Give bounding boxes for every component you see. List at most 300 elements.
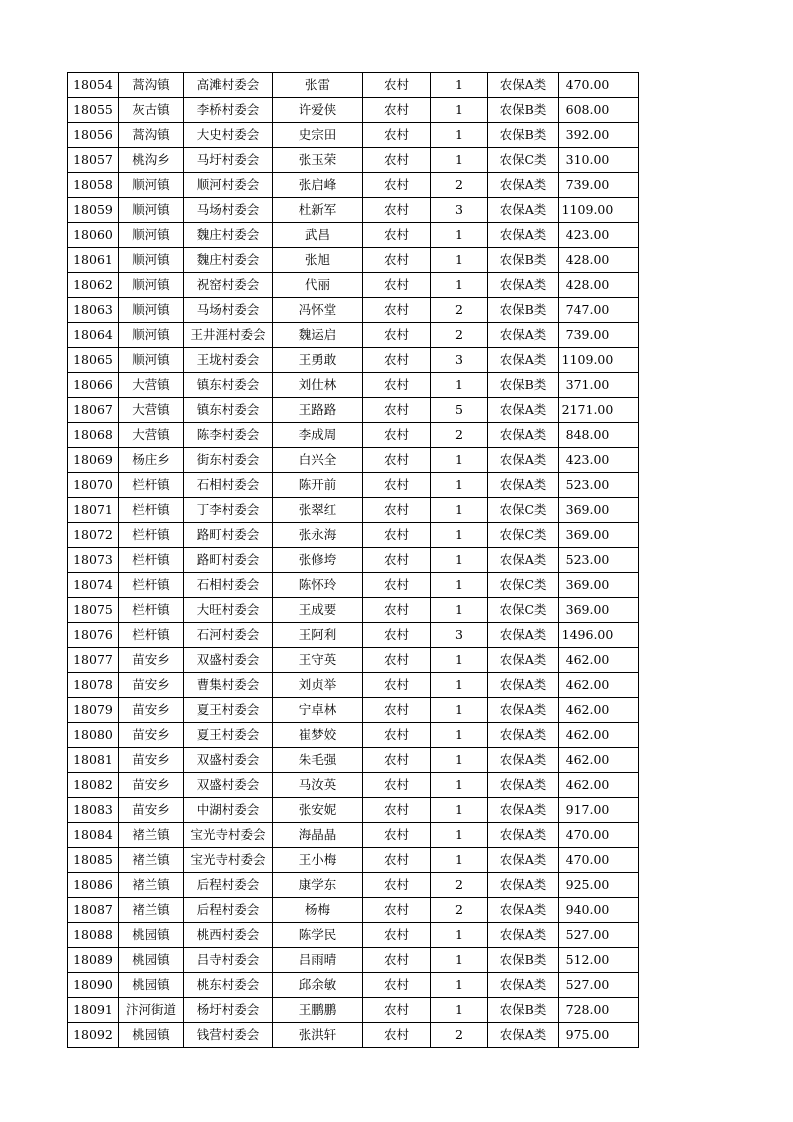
cell-id: 18065	[68, 348, 119, 373]
cell-town: 顺河镇	[119, 173, 184, 198]
cell-village: 石相村委会	[184, 473, 273, 498]
cell-id: 18077	[68, 648, 119, 673]
table-row	[68, 323, 639, 348]
cell-count: 1	[431, 998, 488, 1023]
cell-town: 栏杆镇	[119, 548, 184, 573]
cell-count: 3	[431, 623, 488, 648]
cell-count: 1	[431, 498, 488, 523]
cell-village: 顺河村委会	[184, 173, 273, 198]
cell-id: 18061	[68, 248, 119, 273]
cell-count: 1	[431, 598, 488, 623]
cell-name: 魏运启	[273, 323, 363, 348]
cell-type: 农保A类	[488, 673, 559, 698]
cell-type: 农保C类	[488, 598, 559, 623]
cell-area: 农村	[363, 698, 431, 723]
cell-id: 18080	[68, 723, 119, 748]
table-row	[68, 973, 639, 998]
cell-town: 杨庄乡	[119, 448, 184, 473]
cell-count: 3	[431, 198, 488, 223]
cell-id: 18057	[68, 148, 119, 173]
cell-area: 农村	[363, 598, 431, 623]
cell-type: 农保C类	[488, 573, 559, 598]
cell-name: 王勇敢	[273, 348, 363, 373]
cell-village: 吕寺村委会	[184, 948, 273, 973]
cell-amount: 310.00	[559, 148, 639, 173]
cell-type: 农保B类	[488, 248, 559, 273]
cell-village: 丁李村委会	[184, 498, 273, 523]
cell-village: 大旺村委会	[184, 598, 273, 623]
cell-id: 18054	[68, 73, 119, 98]
cell-area: 农村	[363, 673, 431, 698]
cell-area: 农村	[363, 173, 431, 198]
cell-amount: 608.00	[559, 98, 639, 123]
table-row	[68, 923, 639, 948]
cell-type: 农保A类	[488, 773, 559, 798]
cell-id: 18068	[68, 423, 119, 448]
cell-village: 大史村委会	[184, 123, 273, 148]
cell-town: 灰古镇	[119, 98, 184, 123]
cell-count: 1	[431, 548, 488, 573]
cell-village: 夏王村委会	[184, 723, 273, 748]
cell-count: 1	[431, 148, 488, 173]
cell-amount: 940.00	[559, 898, 639, 923]
cell-area: 农村	[363, 898, 431, 923]
cell-area: 农村	[363, 648, 431, 673]
cell-town: 栏杆镇	[119, 498, 184, 523]
cell-type: 农保A类	[488, 448, 559, 473]
cell-name: 张启峰	[273, 173, 363, 198]
cell-amount: 527.00	[559, 923, 639, 948]
table-row	[68, 398, 639, 423]
cell-village: 魏庄村委会	[184, 248, 273, 273]
cell-name: 康学东	[273, 873, 363, 898]
cell-id: 18075	[68, 598, 119, 623]
cell-amount: 423.00	[559, 223, 639, 248]
cell-amount: 462.00	[559, 773, 639, 798]
cell-count: 1	[431, 448, 488, 473]
cell-id: 18063	[68, 298, 119, 323]
cell-name: 陈学民	[273, 923, 363, 948]
cell-count: 1	[431, 723, 488, 748]
cell-town: 顺河镇	[119, 348, 184, 373]
cell-type: 农保A类	[488, 473, 559, 498]
cell-type: 农保A类	[488, 348, 559, 373]
cell-town: 桃园镇	[119, 973, 184, 998]
cell-name: 张洪轩	[273, 1023, 363, 1048]
table-row	[68, 898, 639, 923]
cell-id: 18058	[68, 173, 119, 198]
cell-name: 张永海	[273, 523, 363, 548]
cell-id: 18067	[68, 398, 119, 423]
table-row	[68, 698, 639, 723]
cell-count: 2	[431, 298, 488, 323]
cell-town: 栏杆镇	[119, 573, 184, 598]
cell-id: 18089	[68, 948, 119, 973]
cell-name: 王成要	[273, 598, 363, 623]
cell-amount: 462.00	[559, 648, 639, 673]
cell-id: 18060	[68, 223, 119, 248]
cell-count: 1	[431, 798, 488, 823]
table-row	[68, 948, 639, 973]
cell-type: 农保A类	[488, 748, 559, 773]
cell-type: 农保A类	[488, 323, 559, 348]
cell-type: 农保B类	[488, 373, 559, 398]
cell-village: 王井涯村委会	[184, 323, 273, 348]
cell-town: 褚兰镇	[119, 898, 184, 923]
table-row	[68, 873, 639, 898]
table-row	[68, 98, 639, 123]
cell-name: 杨梅	[273, 898, 363, 923]
cell-town: 褚兰镇	[119, 823, 184, 848]
cell-village: 双盛村委会	[184, 648, 273, 673]
cell-amount: 739.00	[559, 173, 639, 198]
cell-type: 农保A类	[488, 173, 559, 198]
cell-type: 农保A类	[488, 823, 559, 848]
cell-area: 农村	[363, 873, 431, 898]
cell-id: 18071	[68, 498, 119, 523]
cell-area: 农村	[363, 823, 431, 848]
cell-type: 农保A类	[488, 623, 559, 648]
cell-count: 1	[431, 973, 488, 998]
table-row	[68, 848, 639, 873]
cell-amount: 462.00	[559, 748, 639, 773]
table-row	[68, 198, 639, 223]
cell-area: 农村	[363, 623, 431, 648]
cell-id: 18064	[68, 323, 119, 348]
cell-count: 1	[431, 123, 488, 148]
cell-type: 农保A类	[488, 73, 559, 98]
table-row	[68, 373, 639, 398]
cell-village: 中湖村委会	[184, 798, 273, 823]
table-body	[68, 73, 639, 1048]
cell-type: 农保A类	[488, 698, 559, 723]
cell-town: 蒿沟镇	[119, 73, 184, 98]
cell-name: 王鹏鹏	[273, 998, 363, 1023]
cell-town: 桃园镇	[119, 923, 184, 948]
cell-id: 18090	[68, 973, 119, 998]
cell-town: 栏杆镇	[119, 523, 184, 548]
cell-area: 农村	[363, 848, 431, 873]
cell-name: 冯怀堂	[273, 298, 363, 323]
cell-area: 农村	[363, 973, 431, 998]
table-row	[68, 723, 639, 748]
cell-amount: 512.00	[559, 948, 639, 973]
cell-name: 张玉荣	[273, 148, 363, 173]
cell-village: 镇东村委会	[184, 398, 273, 423]
cell-type: 农保A类	[488, 973, 559, 998]
cell-count: 1	[431, 698, 488, 723]
cell-amount: 527.00	[559, 973, 639, 998]
cell-area: 农村	[363, 948, 431, 973]
cell-amount: 428.00	[559, 273, 639, 298]
cell-village: 桃东村委会	[184, 973, 273, 998]
table-row	[68, 823, 639, 848]
table-row	[68, 448, 639, 473]
cell-village: 路町村委会	[184, 548, 273, 573]
cell-area: 农村	[363, 323, 431, 348]
cell-village: 马圩村委会	[184, 148, 273, 173]
cell-name: 刘仕林	[273, 373, 363, 398]
cell-count: 1	[431, 948, 488, 973]
cell-id: 18088	[68, 923, 119, 948]
cell-town: 栏杆镇	[119, 623, 184, 648]
table-row	[68, 173, 639, 198]
cell-count: 3	[431, 348, 488, 373]
cell-village: 曹集村委会	[184, 673, 273, 698]
cell-area: 农村	[363, 1023, 431, 1048]
cell-id: 18085	[68, 848, 119, 873]
table-row	[68, 573, 639, 598]
cell-amount: 925.00	[559, 873, 639, 898]
cell-area: 农村	[363, 373, 431, 398]
cell-id: 18072	[68, 523, 119, 548]
cell-amount: 462.00	[559, 673, 639, 698]
cell-name: 王守英	[273, 648, 363, 673]
cell-town: 苗安乡	[119, 748, 184, 773]
cell-village: 马场村委会	[184, 298, 273, 323]
cell-type: 农保B类	[488, 98, 559, 123]
cell-name: 崔梦姣	[273, 723, 363, 748]
cell-town: 苗安乡	[119, 773, 184, 798]
cell-count: 2	[431, 873, 488, 898]
cell-village: 路町村委会	[184, 523, 273, 548]
cell-amount: 369.00	[559, 498, 639, 523]
cell-town: 汴河街道	[119, 998, 184, 1023]
cell-id: 18069	[68, 448, 119, 473]
table-row	[68, 798, 639, 823]
cell-type: 农保B类	[488, 298, 559, 323]
cell-count: 2	[431, 1023, 488, 1048]
cell-type: 农保A类	[488, 273, 559, 298]
cell-id: 18070	[68, 473, 119, 498]
cell-area: 农村	[363, 523, 431, 548]
data-table	[67, 72, 639, 1048]
cell-count: 2	[431, 423, 488, 448]
cell-amount: 428.00	[559, 248, 639, 273]
cell-village: 宝光寺村委会	[184, 848, 273, 873]
cell-type: 农保B类	[488, 948, 559, 973]
cell-name: 王小梅	[273, 848, 363, 873]
cell-amount: 462.00	[559, 698, 639, 723]
cell-name: 陈开前	[273, 473, 363, 498]
cell-town: 桃沟乡	[119, 148, 184, 173]
cell-town: 栏杆镇	[119, 598, 184, 623]
table-row	[68, 148, 639, 173]
cell-amount: 470.00	[559, 848, 639, 873]
cell-area: 农村	[363, 148, 431, 173]
cell-id: 18066	[68, 373, 119, 398]
cell-town: 大营镇	[119, 373, 184, 398]
cell-area: 农村	[363, 923, 431, 948]
cell-village: 夏王村委会	[184, 698, 273, 723]
table-row	[68, 223, 639, 248]
cell-area: 农村	[363, 198, 431, 223]
cell-type: 农保A类	[488, 923, 559, 948]
cell-id: 18059	[68, 198, 119, 223]
cell-area: 农村	[363, 773, 431, 798]
cell-id: 18062	[68, 273, 119, 298]
cell-village: 石河村委会	[184, 623, 273, 648]
cell-type: 农保C类	[488, 148, 559, 173]
cell-name: 吕雨晴	[273, 948, 363, 973]
cell-village: 高滩村委会	[184, 73, 273, 98]
cell-amount: 369.00	[559, 573, 639, 598]
cell-id: 18082	[68, 773, 119, 798]
cell-village: 马场村委会	[184, 198, 273, 223]
cell-count: 5	[431, 398, 488, 423]
cell-type: 农保A类	[488, 648, 559, 673]
cell-id: 18055	[68, 98, 119, 123]
cell-town: 桃园镇	[119, 948, 184, 973]
cell-village: 宝光寺村委会	[184, 823, 273, 848]
cell-count: 1	[431, 73, 488, 98]
cell-count: 1	[431, 923, 488, 948]
cell-village: 陈李村委会	[184, 423, 273, 448]
cell-town: 大营镇	[119, 398, 184, 423]
table-row	[68, 748, 639, 773]
cell-town: 顺河镇	[119, 323, 184, 348]
cell-name: 张翠红	[273, 498, 363, 523]
cell-village: 双盛村委会	[184, 773, 273, 798]
cell-area: 农村	[363, 723, 431, 748]
cell-count: 1	[431, 273, 488, 298]
cell-area: 农村	[363, 73, 431, 98]
cell-name: 刘贞举	[273, 673, 363, 698]
table-row	[68, 1023, 639, 1048]
cell-count: 1	[431, 248, 488, 273]
table-row	[68, 623, 639, 648]
cell-count: 1	[431, 523, 488, 548]
cell-id: 18081	[68, 748, 119, 773]
cell-amount: 423.00	[559, 448, 639, 473]
cell-type: 农保A类	[488, 848, 559, 873]
cell-name: 朱毛强	[273, 748, 363, 773]
cell-town: 苗安乡	[119, 723, 184, 748]
cell-town: 蒿沟镇	[119, 123, 184, 148]
cell-amount: 392.00	[559, 123, 639, 148]
cell-id: 18091	[68, 998, 119, 1023]
cell-name: 张旭	[273, 248, 363, 273]
cell-village: 镇东村委会	[184, 373, 273, 398]
table-row	[68, 73, 639, 98]
cell-id: 18084	[68, 823, 119, 848]
cell-area: 农村	[363, 223, 431, 248]
cell-name: 杜新军	[273, 198, 363, 223]
cell-amount: 975.00	[559, 1023, 639, 1048]
cell-name: 史宗田	[273, 123, 363, 148]
cell-amount: 371.00	[559, 373, 639, 398]
cell-town: 褚兰镇	[119, 873, 184, 898]
cell-id: 18079	[68, 698, 119, 723]
cell-amount: 2171.00	[559, 398, 639, 423]
cell-town: 苗安乡	[119, 798, 184, 823]
cell-village: 李桥村委会	[184, 98, 273, 123]
cell-type: 农保B类	[488, 123, 559, 148]
cell-id: 18092	[68, 1023, 119, 1048]
table-row	[68, 273, 639, 298]
cell-id: 18076	[68, 623, 119, 648]
cell-amount: 739.00	[559, 323, 639, 348]
cell-amount: 462.00	[559, 723, 639, 748]
cell-area: 农村	[363, 473, 431, 498]
cell-name: 王路路	[273, 398, 363, 423]
cell-town: 栏杆镇	[119, 473, 184, 498]
cell-type: 农保A类	[488, 223, 559, 248]
cell-type: 农保A类	[488, 548, 559, 573]
cell-amount: 369.00	[559, 598, 639, 623]
cell-area: 农村	[363, 798, 431, 823]
cell-town: 褚兰镇	[119, 848, 184, 873]
cell-name: 白兴全	[273, 448, 363, 473]
cell-town: 苗安乡	[119, 698, 184, 723]
table-row	[68, 498, 639, 523]
table-row	[68, 348, 639, 373]
cell-area: 农村	[363, 573, 431, 598]
table-row	[68, 548, 639, 573]
cell-village: 魏庄村委会	[184, 223, 273, 248]
cell-amount: 1496.00	[559, 623, 639, 648]
cell-name: 邱余敏	[273, 973, 363, 998]
cell-village: 后程村委会	[184, 898, 273, 923]
table-row	[68, 123, 639, 148]
cell-id: 18073	[68, 548, 119, 573]
cell-count: 1	[431, 823, 488, 848]
cell-name: 王阿利	[273, 623, 363, 648]
table-row	[68, 423, 639, 448]
cell-count: 1	[431, 98, 488, 123]
cell-id: 18056	[68, 123, 119, 148]
cell-village: 双盛村委会	[184, 748, 273, 773]
cell-village: 桃西村委会	[184, 923, 273, 948]
cell-area: 农村	[363, 448, 431, 473]
cell-area: 农村	[363, 273, 431, 298]
cell-id: 18086	[68, 873, 119, 898]
cell-area: 农村	[363, 498, 431, 523]
cell-area: 农村	[363, 423, 431, 448]
cell-count: 1	[431, 748, 488, 773]
cell-area: 农村	[363, 998, 431, 1023]
cell-name: 张修垮	[273, 548, 363, 573]
cell-id: 18083	[68, 798, 119, 823]
cell-type: 农保A类	[488, 723, 559, 748]
cell-name: 张安妮	[273, 798, 363, 823]
cell-count: 1	[431, 473, 488, 498]
table-row	[68, 998, 639, 1023]
cell-area: 农村	[363, 298, 431, 323]
cell-amount: 1109.00	[559, 348, 639, 373]
cell-type: 农保A类	[488, 198, 559, 223]
table-row	[68, 598, 639, 623]
cell-amount: 470.00	[559, 823, 639, 848]
cell-name: 马汝英	[273, 773, 363, 798]
cell-count: 1	[431, 673, 488, 698]
cell-count: 1	[431, 223, 488, 248]
cell-amount: 917.00	[559, 798, 639, 823]
cell-village: 后程村委会	[184, 873, 273, 898]
cell-village: 王垅村委会	[184, 348, 273, 373]
cell-id: 18087	[68, 898, 119, 923]
cell-area: 农村	[363, 548, 431, 573]
cell-town: 大营镇	[119, 423, 184, 448]
cell-type: 农保C类	[488, 523, 559, 548]
cell-type: 农保A类	[488, 398, 559, 423]
cell-amount: 728.00	[559, 998, 639, 1023]
cell-type: 农保A类	[488, 898, 559, 923]
cell-count: 1	[431, 773, 488, 798]
cell-town: 苗安乡	[119, 648, 184, 673]
cell-name: 海晶晶	[273, 823, 363, 848]
table-row	[68, 648, 639, 673]
